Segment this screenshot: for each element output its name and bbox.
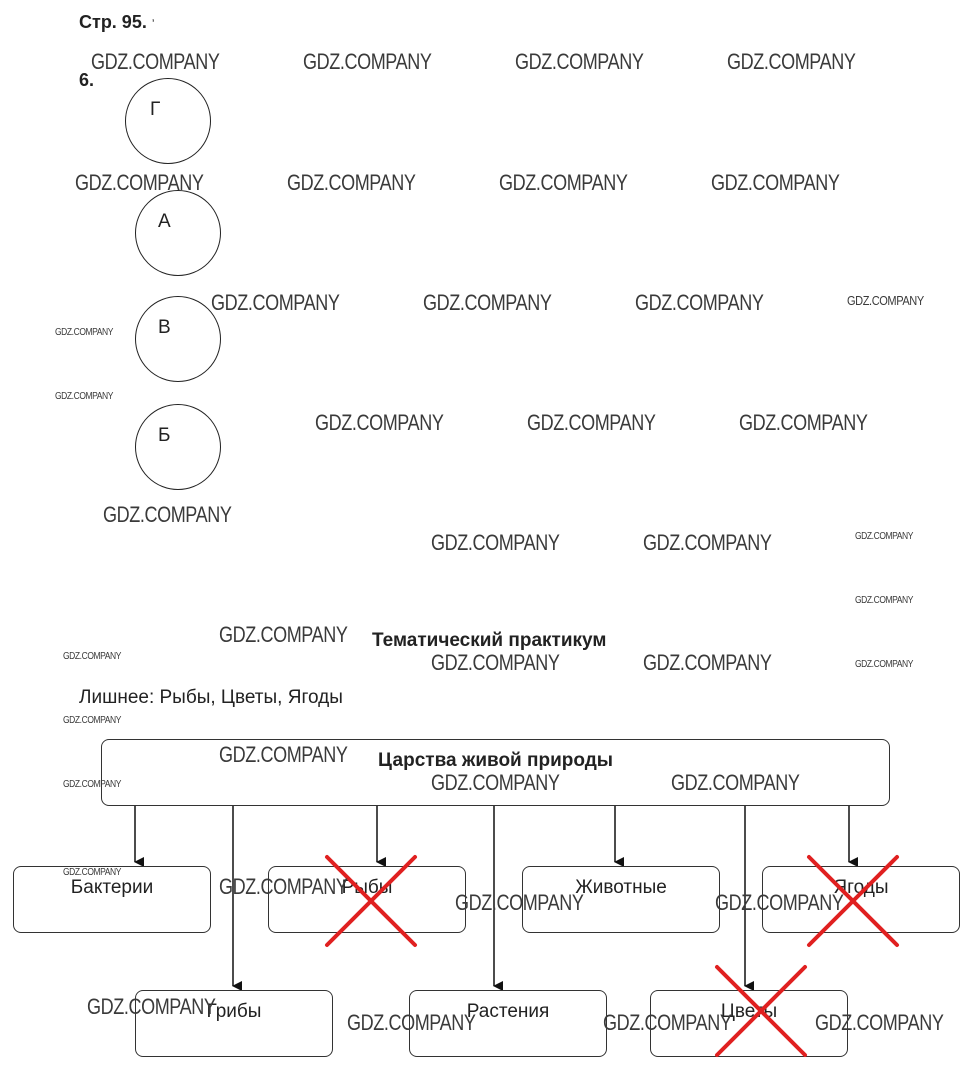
task-number: 6. bbox=[79, 70, 95, 90]
watermark: GDZ.COMPANY bbox=[527, 410, 656, 435]
watermark: GDZ.COMPANY bbox=[91, 49, 220, 74]
watermark: GDZ.COMPANY bbox=[727, 49, 856, 74]
watermark: GDZ.COMPANY bbox=[303, 49, 432, 74]
watermark: GDZ.COMPANY bbox=[711, 170, 840, 195]
watermark: GDZ.COMPANY bbox=[643, 530, 772, 555]
watermark: GDZ.COMPANY bbox=[75, 170, 204, 195]
watermark: GDZ.COMPANY bbox=[635, 290, 764, 315]
watermark: GDZ.COMPANY bbox=[431, 650, 560, 675]
circle-letter: А bbox=[158, 211, 171, 232]
watermark: GDZ.COMPANY bbox=[219, 874, 348, 899]
cross-out-mark-fish bbox=[324, 854, 418, 948]
watermark: GDZ.COMPANY bbox=[815, 1010, 944, 1035]
watermark: GDZ.COMPANY bbox=[847, 293, 924, 308]
watermark: GDZ.COMPANY bbox=[855, 595, 913, 606]
kingdom-label: Грибы bbox=[206, 1001, 262, 1022]
watermark: GDZ.COMPANY bbox=[715, 890, 844, 915]
watermark: GDZ.COMPANY bbox=[739, 410, 868, 435]
kingdom-label: Животные bbox=[575, 877, 667, 898]
circle-letter: Б bbox=[158, 425, 171, 446]
watermark: GDZ.COMPANY bbox=[347, 1010, 476, 1035]
kingdom-label: Цветы bbox=[720, 1001, 778, 1022]
page-number: Стр. 95. bbox=[79, 12, 147, 32]
watermark: GDZ.COMPANY bbox=[431, 770, 560, 795]
watermark: GDZ.COMPANY bbox=[219, 742, 348, 767]
watermark: GDZ.COMPANY bbox=[431, 530, 560, 555]
watermark: GDZ.COMPANY bbox=[63, 779, 121, 790]
watermark: GDZ.COMPANY bbox=[219, 622, 348, 647]
watermark: GDZ.COMPANY bbox=[87, 994, 216, 1019]
watermark: GDZ.COMPANY bbox=[287, 170, 416, 195]
watermark: GDZ.COMPANY bbox=[855, 531, 913, 542]
watermark: GDZ.COMPANY bbox=[55, 391, 113, 402]
watermark: GDZ.COMPANY bbox=[455, 890, 584, 915]
watermark: GDZ.COMPANY bbox=[671, 770, 800, 795]
kingdom-label: Рыбы bbox=[341, 877, 393, 898]
watermark: GDZ.COMPANY bbox=[315, 410, 444, 435]
section-title: Тематический практикум bbox=[372, 630, 607, 651]
watermark: GDZ.COMPANY bbox=[499, 170, 628, 195]
watermark: GDZ.COMPANY bbox=[423, 290, 552, 315]
watermark: GDZ.COMPANY bbox=[55, 327, 113, 338]
watermark: GDZ.COMPANY bbox=[603, 1010, 732, 1035]
watermark: GDZ.COMPANY bbox=[103, 502, 232, 527]
watermark: GDZ.COMPANY bbox=[515, 49, 644, 74]
header-mark: ʼ bbox=[151, 17, 155, 31]
kingdom-label: Растения bbox=[466, 1001, 550, 1022]
circle-letter: Г bbox=[150, 99, 161, 120]
watermark: GDZ.COMPANY bbox=[63, 715, 121, 726]
kingdom-label: Бактерии bbox=[70, 877, 154, 898]
watermark: GDZ.COMPANY bbox=[211, 290, 340, 315]
kingdom-label: Ягоды bbox=[833, 877, 889, 898]
diagram-root-label: Царства живой природы bbox=[377, 750, 614, 771]
circle-letter: В bbox=[158, 317, 171, 338]
watermark: GDZ.COMPANY bbox=[63, 651, 121, 662]
excluded-items-line: Лишнее: Рыбы, Цветы, Ягоды bbox=[79, 687, 343, 708]
watermark: GDZ.COMPANY bbox=[855, 659, 913, 670]
watermark: GDZ.COMPANY bbox=[63, 867, 121, 878]
watermark: GDZ.COMPANY bbox=[643, 650, 772, 675]
